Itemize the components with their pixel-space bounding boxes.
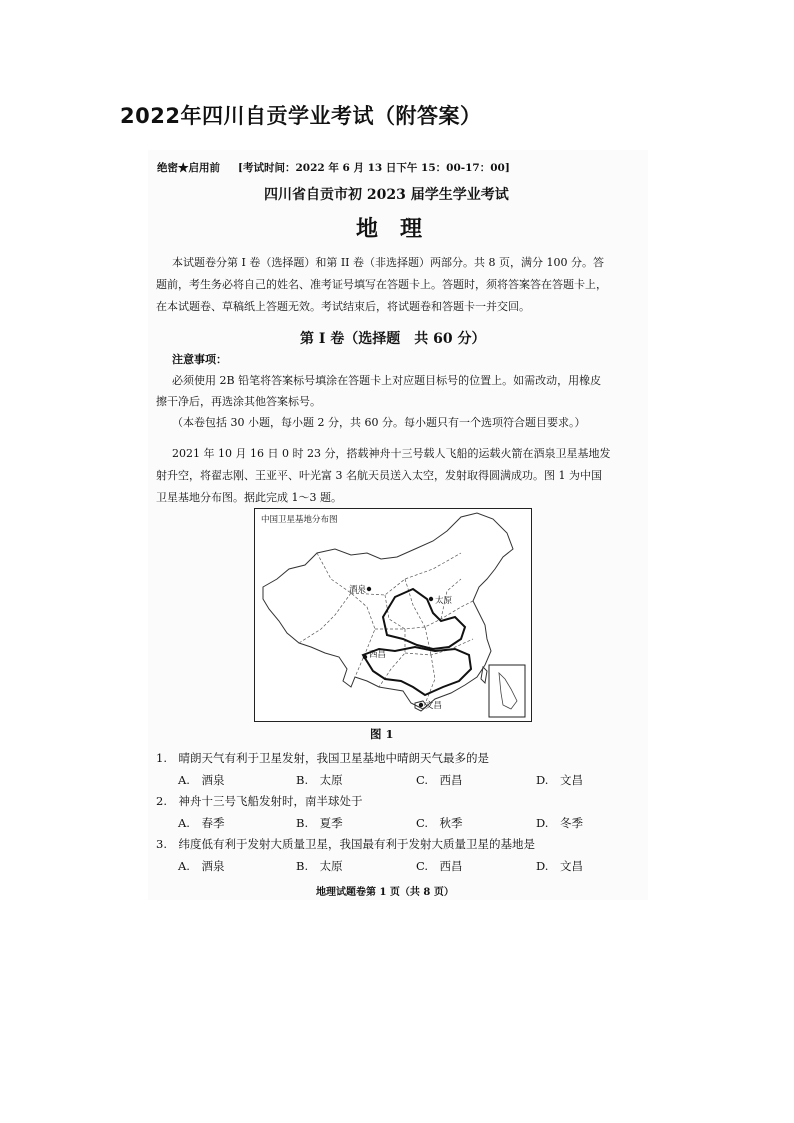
option-b: B. 夏季 <box>296 816 343 830</box>
site-label-jiuquan: 酒泉 <box>349 585 367 595</box>
question-stem: 3. 纬度低有利于发射大质量卫星，我国最有利于发射大质量卫星的基地是 <box>156 837 535 851</box>
map-drawing <box>255 509 530 720</box>
part1-heading: 第 I 卷（选择题 共 60 分） <box>300 331 486 347</box>
page-footer: 地理试题卷第 1 页（共 8 页） <box>316 887 454 898</box>
china-satellite-base-map <box>254 508 532 722</box>
site-marker-jiuquan <box>367 587 371 591</box>
subject-title: 地 理 <box>356 216 423 242</box>
figure-caption: 图 1 <box>370 727 394 741</box>
exam-time: [考试时间：2022 年 6 月 13 日下午 15：00-17：00] <box>238 162 510 174</box>
option-a: A. 酒泉 <box>178 773 225 787</box>
secret-mark: 绝密★启用前 <box>157 162 220 174</box>
exam-name: 四川省自贡市初 2023 届学生学业考试 <box>264 187 509 203</box>
notice-line: 必须使用 2B 铅笔将答案标号填涂在答题卡上对应题目标号的位置上。如需改动，用橡皮 <box>172 374 602 387</box>
inset-islands <box>499 673 517 709</box>
question-stem: 1. 晴朗天气有利于卫星发射，我国卫星基地中晴朗天气最多的是 <box>156 751 489 765</box>
site-marker-xichang <box>363 655 367 659</box>
question-stem: 2. 神舟十三号飞船发射时，南半球处于 <box>156 794 363 808</box>
option-a: A. 酒泉 <box>178 859 225 873</box>
option-c: C. 秋季 <box>416 816 463 830</box>
notice-title: 注意事项： <box>172 353 227 366</box>
option-d: D. 文昌 <box>536 859 583 873</box>
passage-line: 卫星基地分布图。据此完成 1～3 题。 <box>156 491 342 504</box>
option-d: D. 文昌 <box>536 773 583 787</box>
notice-line: （本卷包括 30 小题，每小题 2 分，共 60 分。每小题只有一个选项符合题目要求。） <box>172 416 586 429</box>
option-a: A. 春季 <box>178 816 225 830</box>
site-label-wenchang: 文昌 <box>425 701 443 711</box>
site-label-xichang: 西昌 <box>369 650 387 660</box>
option-b: B. 太原 <box>296 773 343 787</box>
passage-line: 射升空，将翟志刚、王亚平、叶光富 3 名航天员送入太空，发射取得圆满成功。图 1 为中国 <box>156 469 602 482</box>
option-c: C. 西昌 <box>416 773 463 787</box>
bold-region-outline <box>383 589 465 649</box>
passage-line: 2021 年 10 月 16 日 0 时 23 分，搭载神舟十三号载人飞船的运载火箭在酒泉卫星基地发 <box>172 447 611 460</box>
document-title: 2022年四川自贡学业考试（附答案） <box>120 104 482 128</box>
site-marker-taiyuan <box>429 597 433 601</box>
intro-line: 在本试题卷、草稿纸上答题无效。考试结束后，将试题卷和答题卡一并交回。 <box>156 300 530 313</box>
map-title: 中国卫星基地分布图 <box>261 515 338 525</box>
scanned-exam-page <box>148 150 648 900</box>
option-c: C. 西昌 <box>416 859 463 873</box>
notice-line: 擦干净后，再选涂其他答案标号。 <box>156 395 321 408</box>
option-b: B. 太原 <box>296 859 343 873</box>
option-d: D. 冬季 <box>536 816 583 830</box>
site-marker-wenchang <box>419 703 423 707</box>
south-china-sea-inset <box>489 665 525 717</box>
intro-line: 题前，考生务必将自己的姓名、准考证号填写在答题卡上。答题时，须将答案答在答题卡上， <box>156 278 607 291</box>
intro-line: 本试题卷分第 I 卷（选择题）和第 II 卷（非选择题）两部分。共 8 页，满分 100 分。答 <box>172 256 604 269</box>
site-label-taiyuan: 太原 <box>435 596 453 606</box>
